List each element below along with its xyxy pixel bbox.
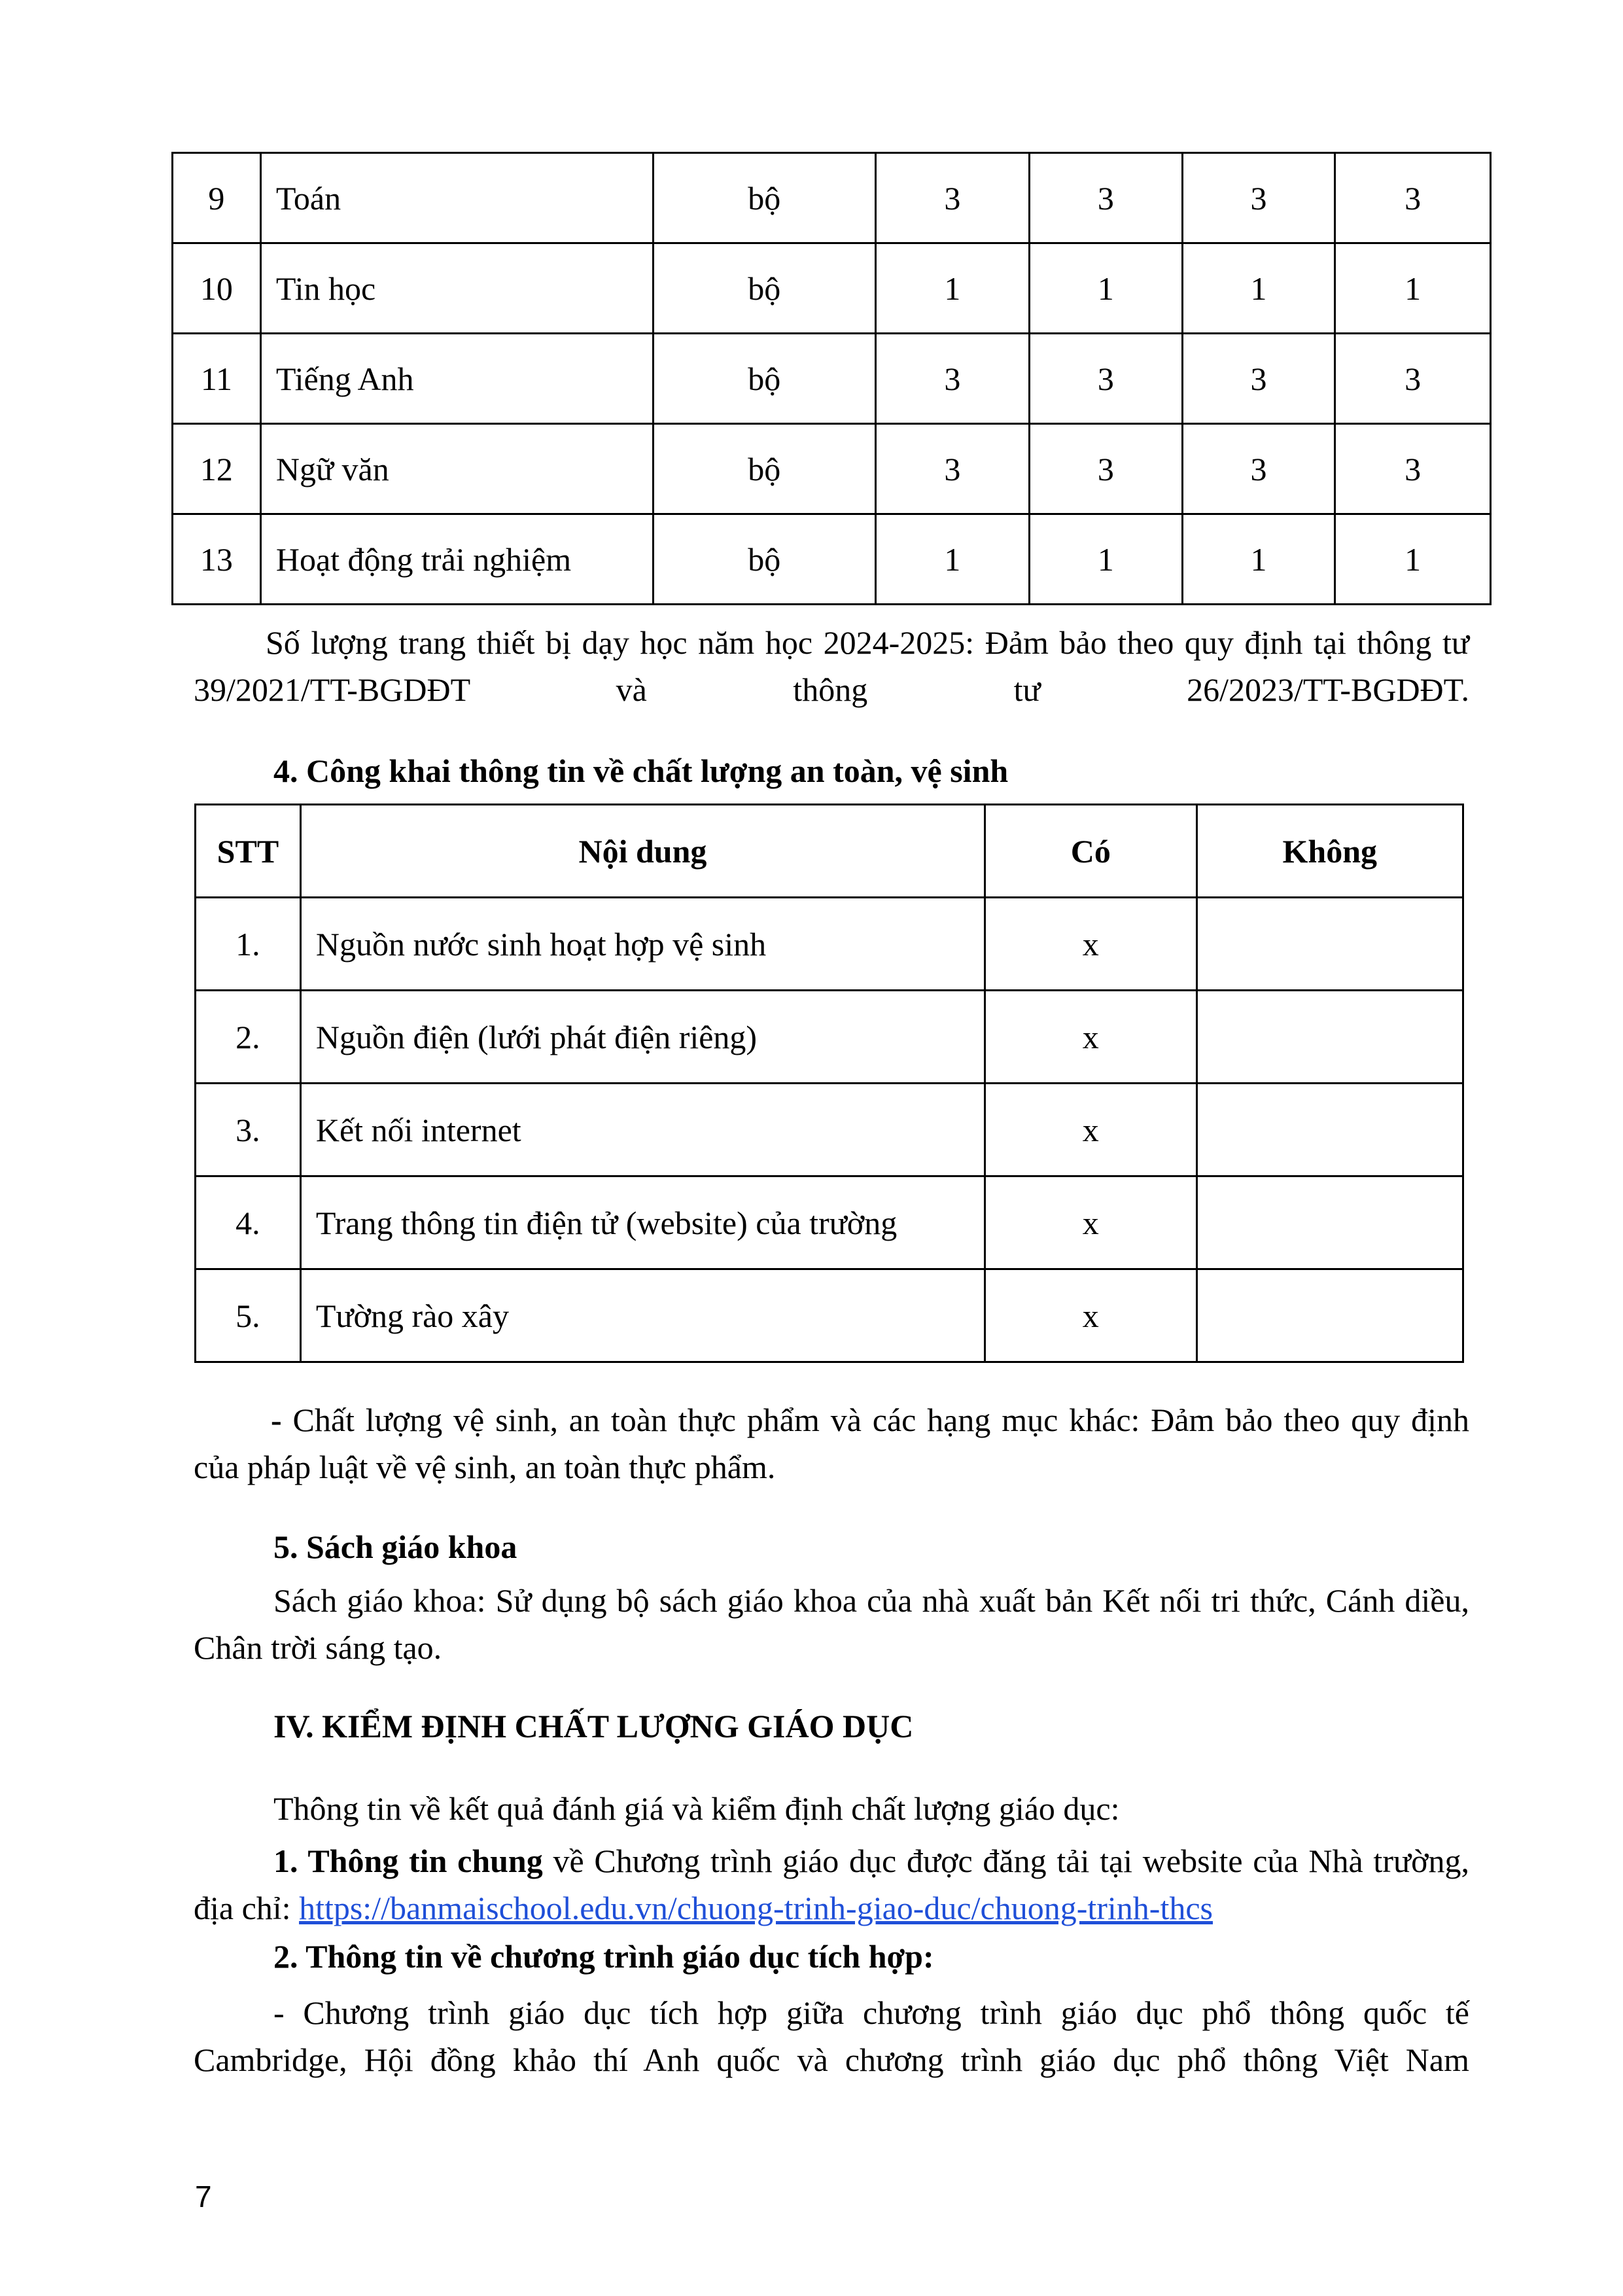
row-yes: x: [985, 1176, 1196, 1269]
row-unit: bộ: [654, 424, 875, 514]
row-content: Trang thông tin điện tử (website) của trường: [300, 1176, 985, 1269]
equipment-table: [171, 152, 1492, 605]
row-qty: 3: [1335, 153, 1491, 243]
row-qty: 1: [1030, 514, 1183, 605]
table-row: [173, 153, 1491, 243]
section-iv-item1: 1. Thông tin chung về Chương trình giáo dục được đăng tải tại website của Nhà trường, địa chỉ: https://banmaischool.edu.vn/chuong-trinh-giao-duc/chuong-trinh-thcs: [194, 1843, 1470, 1926]
row-qty: 3: [1030, 153, 1183, 243]
row-qty: 1: [1182, 243, 1335, 334]
row-qty: 1: [1182, 514, 1335, 605]
row-yes: x: [985, 1269, 1196, 1362]
header-no: Không: [1196, 805, 1463, 898]
row-stt: 1.: [196, 898, 301, 991]
table-row: [196, 1084, 1463, 1176]
table-row: [196, 1269, 1463, 1362]
row-subject: Tiếng Anh: [260, 334, 653, 424]
row-subject: Tin học: [260, 243, 653, 334]
page-number: 7: [195, 2180, 212, 2214]
row-no: [1196, 991, 1463, 1084]
row-no: [1196, 898, 1463, 991]
row-stt: 3.: [196, 1084, 301, 1176]
row-qty: 1: [1030, 243, 1183, 334]
row-qty: 3: [1182, 334, 1335, 424]
row-stt: 5.: [196, 1269, 301, 1362]
row-qty: 1: [875, 243, 1030, 334]
section-iv-item2-heading: 2. Thông tin về chương trình giáo dục tích hợp:: [273, 1938, 934, 1975]
textbooks-text: Sách giáo khoa: Sử dụng bộ sách giáo khoa của nhà xuất bản Kết nối tri thức, Cánh diều, Chân trời sáng tạo.: [194, 1582, 1469, 1666]
row-subject: Toán: [260, 153, 653, 243]
row-subject: Hoạt động trải nghiệm: [260, 514, 653, 605]
row-yes: x: [985, 898, 1196, 991]
header-yes: Có: [985, 805, 1196, 898]
row-no: [1196, 1084, 1463, 1176]
row-unit: bộ: [654, 243, 875, 334]
table-row: [173, 243, 1491, 334]
row-qty: 3: [1182, 424, 1335, 514]
row-no: [1196, 1269, 1463, 1362]
row-unit: bộ: [654, 514, 875, 605]
safety-note: - Chất lượng vệ sinh, an toàn thực phẩm và các hạng mục khác: Đảm bảo theo quy định của pháp luật về vệ sinh, an toàn thực phẩm.: [194, 1402, 1469, 1485]
row-qty: 3: [1182, 153, 1335, 243]
row-content: Nguồn điện (lưới phát điện riêng): [300, 991, 985, 1084]
row-yes: x: [985, 1084, 1196, 1176]
row-qty: 1: [1335, 514, 1491, 605]
section-iv-heading: IV. KIỂM ĐỊNH CHẤT LƯỢNG GIÁO DỤC: [273, 1708, 914, 1744]
row-stt: 2.: [196, 991, 301, 1084]
table-row: [173, 334, 1491, 424]
table-row: [173, 514, 1491, 605]
row-number: 12: [173, 424, 261, 514]
row-stt: 4.: [196, 1176, 301, 1269]
row-subject: Ngữ văn: [260, 424, 653, 514]
safety-table: [194, 804, 1464, 1363]
safety-heading: 4. Công khai thông tin về chất lượng an toàn, vệ sinh: [273, 752, 1009, 789]
row-qty: 3: [875, 424, 1030, 514]
row-qty: 3: [1030, 334, 1183, 424]
equipment-note: Số lượng trang thiết bị dạy học năm học 2024-2025: Đảm bảo theo quy định tại thông tư 39/2021/TT-BGDĐT và thông tư 26/2023/TT-BGDĐT.: [194, 624, 1469, 708]
header-stt: STT: [196, 805, 301, 898]
row-qty: 3: [1335, 334, 1491, 424]
textbooks-heading: 5. Sách giáo khoa: [273, 1528, 517, 1565]
row-qty: 3: [875, 334, 1030, 424]
row-qty: 1: [1335, 243, 1491, 334]
row-no: [1196, 1176, 1463, 1269]
row-unit: bộ: [654, 334, 875, 424]
table-row: [196, 1176, 1463, 1269]
row-number: 11: [173, 334, 261, 424]
row-qty: 1: [875, 514, 1030, 605]
table-row: [196, 991, 1463, 1084]
row-unit: bộ: [654, 153, 875, 243]
row-qty: 3: [1335, 424, 1491, 514]
row-qty: 3: [1030, 424, 1183, 514]
header-content: Nội dung: [300, 805, 985, 898]
table-row: [173, 424, 1491, 514]
row-number: 13: [173, 514, 261, 605]
row-content: Tường rào xây: [300, 1269, 985, 1362]
row-number: 10: [173, 243, 261, 334]
safety-table-header: [196, 805, 1463, 898]
section-iv-intro: Thông tin về kết quả đánh giá và kiểm định chất lượng giáo dục:: [273, 1790, 1120, 1827]
row-number: 9: [173, 153, 261, 243]
row-qty: 3: [875, 153, 1030, 243]
row-content: Kết nối internet: [300, 1084, 985, 1176]
program-link[interactable]: https://banmaischool.edu.vn/chuong-trinh-giao-duc/chuong-trinh-thcs: [299, 1890, 1213, 1926]
row-content: Nguồn nước sinh hoạt hợp vệ sinh: [300, 898, 985, 991]
section-iv-item2-text: - Chương trình giáo dục tích hợp giữa chương trình giáo dục phổ thông quốc tế Cambridge, Hội đồng khảo thí Anh quốc và chương trình giáo dục phổ thông Việt Nam: [194, 1994, 1469, 2078]
row-yes: x: [985, 991, 1196, 1084]
table-row: [196, 898, 1463, 991]
